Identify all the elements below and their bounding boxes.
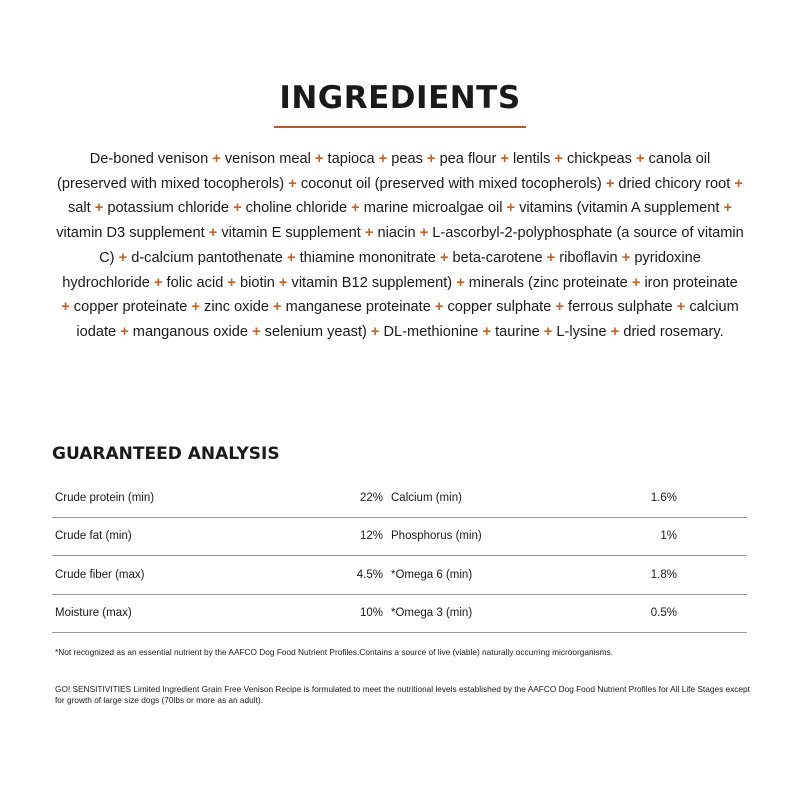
ingredient-item: chickpeas: [566, 151, 632, 167]
ingredient-item: minerals (zinc proteinate: [468, 274, 628, 291]
ingredient-item: choline chloride: [245, 200, 348, 217]
plus-separator-icon: +: [351, 200, 360, 217]
plus-separator-icon: +: [208, 225, 218, 242]
nutrient-name: Moisture (max): [52, 594, 265, 633]
footnote: *Not recognized as an essential nutrient by the AAFCO Dog Food Nutrient Profiles.Contains a source of live (viable) naturally occurring microorganisms.: [55, 647, 613, 657]
ingredient-item: tapioca: [327, 151, 375, 167]
ingredient-item: dried chicory root: [618, 175, 731, 192]
table-row: [52, 479, 747, 517]
nutrient-value: 10%: [265, 594, 383, 633]
ingredient-item: biotin: [239, 274, 275, 291]
plus-separator-icon: +: [676, 299, 686, 316]
ingredient-item: copper sulphate: [447, 299, 552, 316]
ingredient-item: taurine: [495, 323, 540, 340]
ingredient-item: beta-carotene: [452, 249, 543, 266]
plus-separator-icon: +: [543, 323, 553, 340]
ingredient-item: vitamin D3 supplement: [56, 225, 205, 242]
plus-separator-icon: +: [635, 151, 645, 167]
table-row: [52, 556, 747, 595]
plus-separator-icon: +: [191, 299, 200, 316]
nutrient-value: 12%: [265, 517, 383, 556]
plus-separator-icon: +: [546, 249, 556, 266]
plus-separator-icon: +: [434, 299, 444, 316]
ingredient-item: lentils: [513, 151, 551, 167]
nutrient-name: Calcium (min): [391, 479, 551, 517]
plus-separator-icon: +: [482, 323, 492, 340]
ingredient-item: salt: [67, 200, 91, 217]
ingredient-item: coconut oil (preserved with mixed tocopherols): [300, 175, 602, 192]
aafco-statement: GO! SENSITIVITIES Limited Ingredient Grain Free Venison Recipe is formulated to meet the nutritional levels established by the AAFCO Dog Food Nutrient Profiles for All Life Stages except for growth of large size dogs (70lbs or more as an adult).: [55, 684, 750, 705]
plus-separator-icon: +: [118, 249, 128, 266]
page-title: INGREDIENTS: [279, 80, 521, 116]
nutrient-name: Crude fat (min): [52, 517, 265, 556]
ingredient-item: L-lysine: [556, 323, 607, 340]
plus-separator-icon: +: [278, 274, 288, 291]
plus-separator-icon: +: [555, 299, 564, 316]
ingredient-item: dried rosemary.: [623, 323, 724, 340]
plus-separator-icon: +: [419, 225, 429, 242]
nutrient-name: *Omega 6 (min): [391, 556, 551, 595]
nutrient-name: Phosphorus (min): [391, 517, 551, 556]
ingredient-item: niacin: [377, 225, 416, 242]
plus-separator-icon: +: [94, 200, 104, 217]
ingredient-item: pea flour: [439, 151, 497, 167]
nutrient-value: 4.5%: [265, 556, 383, 595]
plus-separator-icon: +: [554, 151, 563, 167]
ingredient-item: vitamins (vitamin A supplement: [519, 200, 720, 217]
ingredient-item: marine microalgae oil: [363, 200, 503, 217]
ingredient-item: L-ascorbyl-2-polyphosphate (a source of vitamin C): [99, 225, 744, 266]
plus-separator-icon: +: [370, 323, 380, 340]
plus-separator-icon: +: [439, 249, 449, 266]
ingredient-item: peas: [391, 151, 423, 167]
guaranteed-analysis-title: GUARANTEED ANALYSIS: [52, 444, 280, 464]
plus-separator-icon: +: [605, 175, 615, 192]
plus-separator-icon: +: [378, 151, 388, 167]
nutrient-value: 1%: [551, 517, 747, 556]
ingredient-item: venison meal: [224, 151, 311, 167]
ingredient-item: potassium chloride: [107, 200, 230, 217]
guaranteed-analysis-table: [52, 479, 747, 633]
ingredient-item: canola oil (preserved with mixed tocopherols): [57, 151, 711, 192]
ingredient-item: ferrous sulphate: [568, 299, 673, 316]
plus-separator-icon: +: [364, 225, 374, 242]
nutrient-value: 1.8%: [551, 556, 747, 595]
table-row: [52, 517, 747, 556]
plus-separator-icon: +: [273, 299, 282, 316]
plus-separator-icon: +: [631, 274, 641, 291]
ingredient-item: De-boned venison: [89, 151, 209, 167]
ingredient-item: vitamin E supplement: [221, 225, 361, 242]
nutrient-value: 0.5%: [551, 594, 747, 633]
ingredient-item: pyridoxine hydrochloride: [62, 249, 701, 291]
ingredient-item: manganese proteinate: [285, 299, 431, 316]
ingredient-item: folic acid: [166, 274, 224, 291]
nutrient-value: 22%: [265, 479, 383, 517]
plus-separator-icon: +: [252, 323, 261, 340]
plus-separator-icon: +: [120, 323, 129, 340]
plus-separator-icon: +: [61, 299, 70, 316]
ingredient-item: copper proteinate: [73, 299, 188, 316]
ingredient-item: zinc oxide: [204, 299, 269, 316]
plus-separator-icon: +: [456, 274, 465, 291]
nutrient-value: 1.6%: [551, 479, 747, 517]
plus-separator-icon: +: [723, 200, 733, 217]
nutrient-name: *Omega 3 (min): [391, 594, 551, 633]
nutrient-name: Crude protein (min): [52, 479, 265, 517]
ingredient-item: selenium yeast): [264, 323, 367, 340]
plus-separator-icon: +: [426, 151, 436, 167]
title-underline: [274, 126, 526, 128]
table-row: [52, 594, 747, 633]
plus-separator-icon: +: [621, 249, 631, 266]
ingredient-item: vitamin B12 supplement): [291, 274, 453, 291]
plus-separator-icon: +: [227, 274, 236, 291]
plus-separator-icon: +: [153, 274, 163, 291]
plus-separator-icon: +: [506, 200, 516, 217]
ingredient-item: DL-methionine: [383, 323, 479, 340]
plus-separator-icon: +: [233, 200, 242, 217]
ingredient-item: d-calcium pantothenate: [131, 249, 283, 266]
plus-separator-icon: +: [212, 151, 221, 167]
plus-separator-icon: +: [286, 249, 296, 266]
plus-separator-icon: +: [610, 323, 620, 340]
ingredient-item: riboflavin: [559, 249, 618, 266]
ingredient-item: iron proteinate: [644, 274, 738, 291]
ingredients-list: [56, 147, 744, 345]
plus-separator-icon: +: [288, 175, 297, 192]
ingredient-item: thiamine mononitrate: [299, 249, 436, 266]
plus-separator-icon: +: [314, 151, 324, 167]
ingredient-item: manganous oxide: [132, 323, 248, 340]
ingredient-item: calcium iodate: [76, 299, 739, 340]
nutrient-name: Crude fiber (max): [52, 556, 265, 595]
plus-separator-icon: +: [734, 175, 743, 192]
plus-separator-icon: +: [500, 151, 509, 167]
